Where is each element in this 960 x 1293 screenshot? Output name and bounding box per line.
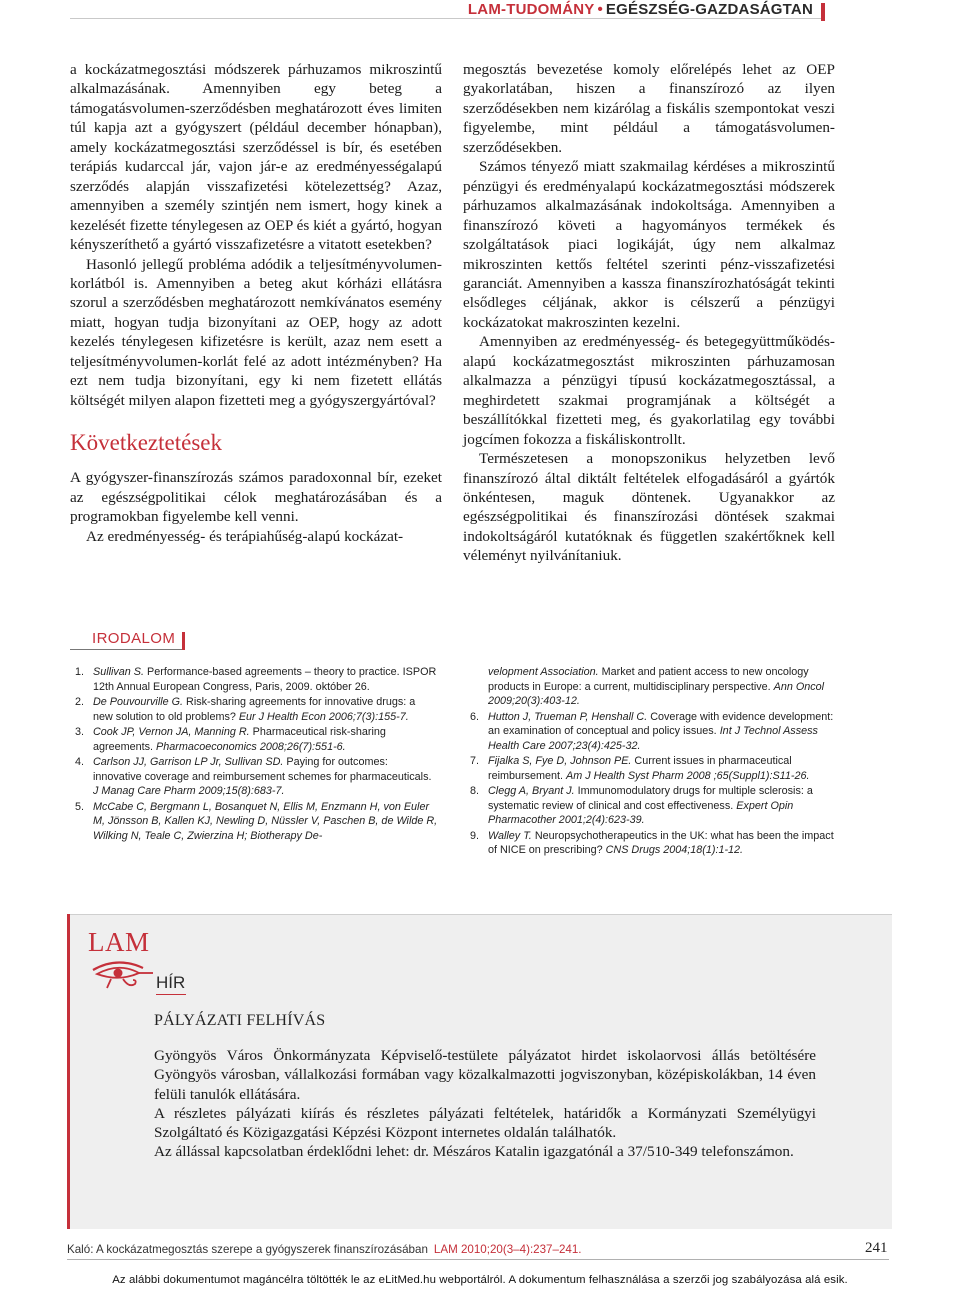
- reference-authors: velopment Association.: [488, 666, 599, 678]
- reference-journal: Am J Health Syst Pharm 2008 ;65(Suppl1):S11-26.: [566, 769, 810, 782]
- reference-item: [470, 784, 835, 828]
- page-footer: [67, 1243, 582, 1256]
- reference-item: [75, 665, 438, 694]
- reference-item: [75, 695, 438, 724]
- reference-journal: J Manag Care Pharm 2009;15(8):683-7.: [93, 785, 285, 797]
- article-paragraph: A gyógyszer-finanszírozás számos paradoxonnal bír, ezeket az egészségpolitikai célok meghatározásában és a programokban figyelembe kell venni.: [70, 469, 442, 526]
- reference-text: Paying for outcomes: innovative coverage and reimbursement schemes for pharmaceuticals.: [93, 756, 432, 783]
- reference-text: Current issues in pharmaceutical reimbursement.: [488, 755, 792, 782]
- reference-item-continued: [470, 665, 835, 709]
- news-title: PÁLYÁZATI FELHÍVÁS: [154, 1012, 326, 1029]
- news-section-rule: [156, 994, 186, 995]
- article-paragraph: Amennyiben az eredményesség- és betegegyüttműködés-alapú kockázatmegosztást mikroszinten párhuzamosan alkalmazza a pénzügyi típusú kockázatmegosztással, a meghirdetett szakmai programjának a költségét a beszállítókkal fizetteti meg, és gyakorlatilag egy további jogcímen fokozza a fiskáliskontrollt.: [463, 333, 835, 448]
- footer-rule: [67, 1259, 889, 1260]
- reference-journal: Int J Technol Assess Health Care 2007;23(4):425-32.: [488, 725, 818, 752]
- news-box-accent-bar: [67, 914, 70, 1229]
- article-paragraph: Természetesen a monopszonikus helyzetben levő finanszírozó által diktált feltételek elfogadásáról a gyártók önkéntesen, maguk döntenek. Ugyanakkor az egészségpolitikai és finanszírozási döntések szakmai indokoltságáról kutatóknak és független szakértőknek kell véleményt nyilvánítaniuk.: [463, 450, 835, 565]
- reference-number: 5.: [75, 800, 85, 813]
- reference-journal: Pharmacoeconomics 2008;26(7):551-6.: [156, 740, 346, 753]
- footer-article-ref: Kaló: A kockázatmegosztás szerepe a gyógyszerek finanszírozásában: [67, 1243, 428, 1256]
- reference-item: [470, 754, 835, 783]
- reference-text: Immunomodulatory drugs for multiple sclerosis: a systematic review of clinical and cost effectiveness.: [488, 785, 813, 812]
- references-heading-label: IRODALOM: [92, 630, 176, 647]
- header-rule: [70, 18, 825, 19]
- news-paragraph: Gyöngyös Város Önkormányzata Képviselő-testülete pályázatot hirdet iskolaorvosi állás betöltésére Gyöngyös városban, vállalkozási formában vagy közalkalmazotti jogviszonyban, középiskolákban, 14 éven felüli tanulók ellátására.: [154, 1047, 816, 1103]
- reference-text: Coverage with evidence development: an examination of conceptual and policy issues.: [488, 710, 834, 737]
- reference-authors: De Pouvourville G.: [93, 696, 184, 708]
- reference-text: Market and patient access to new oncology products in Europe: a current, multidisciplinary perspective.: [488, 666, 809, 693]
- reference-journal: Ann Oncol 2009;20(3):403-12.: [488, 680, 825, 707]
- article-left-column: [70, 60, 442, 546]
- news-paragraph: Az állással kapcsolatban érdeklődni lehet: dr. Mészáros Katalin igazgatónál a 37/510-349 telefonszámon.: [154, 1143, 794, 1161]
- references-heading: [70, 628, 200, 652]
- reference-journal: CNS Drugs 2004;18(1):1-12.: [605, 844, 744, 856]
- lam-logo: LAM: [88, 927, 150, 957]
- reference-journal: Eur J Health Econ 2006;7(3):155-7.: [238, 710, 409, 723]
- references-left-column: [75, 665, 438, 844]
- reference-item: [75, 800, 438, 844]
- article-right-column: [463, 60, 835, 566]
- reference-text: Performance-based agreements – theory to practice. ISPOR 12th Annual European Congress, Paris, 2009. október 26.: [93, 666, 437, 693]
- reference-text: Risk-sharing agreements for innovative drugs: a new solution to old problems?: [93, 696, 416, 723]
- news-body: [154, 1046, 816, 1162]
- running-header: [70, 0, 825, 22]
- article-paragraph: Hasonló jellegű probléma adódik a teljesítményvolumen-korlátból is. Amennyiben a beteg akut kórházi ellátásra szorul a szerződésben meghatározott nemkívánatos esemény miatt, hogyan tudja bizonyítani az OEP, hogy az adott kezelés ténylegesen kifizetésre is került, azaz nem esett a teljesítményvolumen-korlát felé az adott intézményben? Ha ezt nem tudja bizonyítani, egy ki nem fizetett ellátás költségét milyen alapon fizetteti meg a gyógyszergyártóval?: [70, 255, 442, 409]
- reference-number: 2.: [75, 696, 85, 708]
- news-paragraph: A részletes pályázati kiírás és részletes pályázati feltételek, határidők a Kormányzati Személyügyi Szolgáltató és Közigazgatási Képzési Központ internetes oldalán találhatók.: [154, 1104, 816, 1142]
- references-right-column: [470, 665, 835, 859]
- reference-number: 3.: [75, 726, 85, 738]
- download-notice: Az alábbi dokumentumot magáncélra töltötték le az eLitMed.hu webportálról. A dokumentum felhasználása a szerzői jog szabályozása alá esik.: [112, 1274, 848, 1286]
- reference-number: 4.: [75, 756, 85, 768]
- reference-number: 7.: [470, 755, 480, 767]
- reference-item: [75, 755, 438, 799]
- footer-citation: LAM 2010;20(3–4):237–241.: [433, 1243, 582, 1256]
- article-paragraph: a kockázatmegosztási módszerek párhuzamos mikroszintű alkalmazásának. Amennyiben egy beteg a támogatásvolumen-szerződésben meghatározott éves limiten túl kapja azt a gyógyszert (például december hónapban), amely kockázatmegosztási szerződéssel is bír, és esetében terápiás kudarccal jár, vajon jár-e az eredményességalapú szerződés alapján visszafizetési kötelezettség? Azaz, amennyiben a személy szintjén nem ismert, hogy kinek a kezelését fizette ténylegesen az OEP és kiét a gyártó, hogyan kényszeríthető a gyártó visszafizetésre a vitatott esetekben?: [70, 61, 442, 254]
- reference-number: 6.: [470, 710, 480, 723]
- references-accent-bar: [182, 632, 185, 650]
- reference-text: Pharmaceutical risk-sharing agreements.: [93, 726, 386, 753]
- reference-item: [470, 710, 835, 754]
- news-box-top-rule: [67, 914, 892, 915]
- header-bullet: •: [597, 1, 603, 18]
- reference-authors: Walley T.: [488, 829, 532, 842]
- article-paragraph: Számos tényező miatt szakmailag kérdéses a mikroszintű pénzügyi és eredményalapú kockázatmegosztási módszerek párhuzamos alkalmazásának indokoltsága. Amennyiben a finanszírozó követi a hagyományos termékek és szolgáltatások piaci logikáját, úgy nem alkalmaz mikroszinten kettős feltétel szerinti pénz-visszafizetési garanciát. Amennyiben a kassza finanszírozhatóságát tekinti elsődleges céljának, akkor is célszerű a pénzügyi kockázatokat makroszinten kezelni.: [463, 158, 835, 331]
- reference-authors: Fijalka S, Fye D, Johnson PE.: [488, 755, 632, 767]
- conclusion-heading: Következtetések: [70, 430, 222, 456]
- reference-item: [470, 829, 835, 858]
- article-paragraph: megosztás bevezetése komoly előrelépés lehet az OEP gyakorlatában, hiszen a finanszírozó az ilyen szerződésekben nem kizárólag a fiskális szempontokat veszi figyelembe, mint például a támogatásvolumen-szerződésekben.: [463, 61, 835, 156]
- eye-of-horus-icon: [87, 958, 157, 990]
- header-accent-bar: [821, 3, 825, 21]
- article-paragraph: Az eredményesség- és terápiahűség-alapú kockázat-: [86, 527, 404, 545]
- reference-authors: McCabe C, Bergmann L, Bosanquet N, Ellis M, Enzmann H, von Euler M, Jönsson B, Kallen KJ, Newling D, Nüssler V, Paschen B, de Wilde R, Wilking N, Teale C, Zwierzina H; Biotherapy De-: [93, 800, 438, 842]
- reference-authors: Cook JP, Vernon JA, Manning R.: [93, 726, 250, 738]
- reference-authors: Carlson JJ, Garrison LP Jr, Sullivan SD.: [93, 756, 284, 768]
- header-section-a: LAM-TUDOMÁNY: [467, 1, 595, 18]
- reference-authors: Hutton J, Trueman P, Henshall C.: [488, 710, 648, 723]
- reference-text: Neuropsychotherapeutics in the UK: what has been the impact of NICE on prescribing?: [488, 829, 834, 856]
- reference-authors: Sullivan S.: [93, 666, 145, 678]
- reference-number: 9.: [470, 829, 480, 842]
- reference-journal: Expert Opin Pharmacother 2001;2(4):623-39.: [488, 799, 794, 826]
- references-heading-rule: [70, 649, 182, 650]
- reference-number: 1.: [75, 666, 85, 678]
- page-number: 241: [865, 1240, 888, 1256]
- reference-number: 8.: [470, 785, 480, 797]
- header-section-b: EGÉSZSÉG-GAZDASÁGTAN: [605, 1, 813, 18]
- reference-item: [75, 725, 438, 754]
- news-section-label: HÍR: [156, 973, 186, 992]
- reference-authors: Clegg A, Bryant J.: [488, 785, 575, 797]
- header-section-label: [462, 1, 813, 18]
